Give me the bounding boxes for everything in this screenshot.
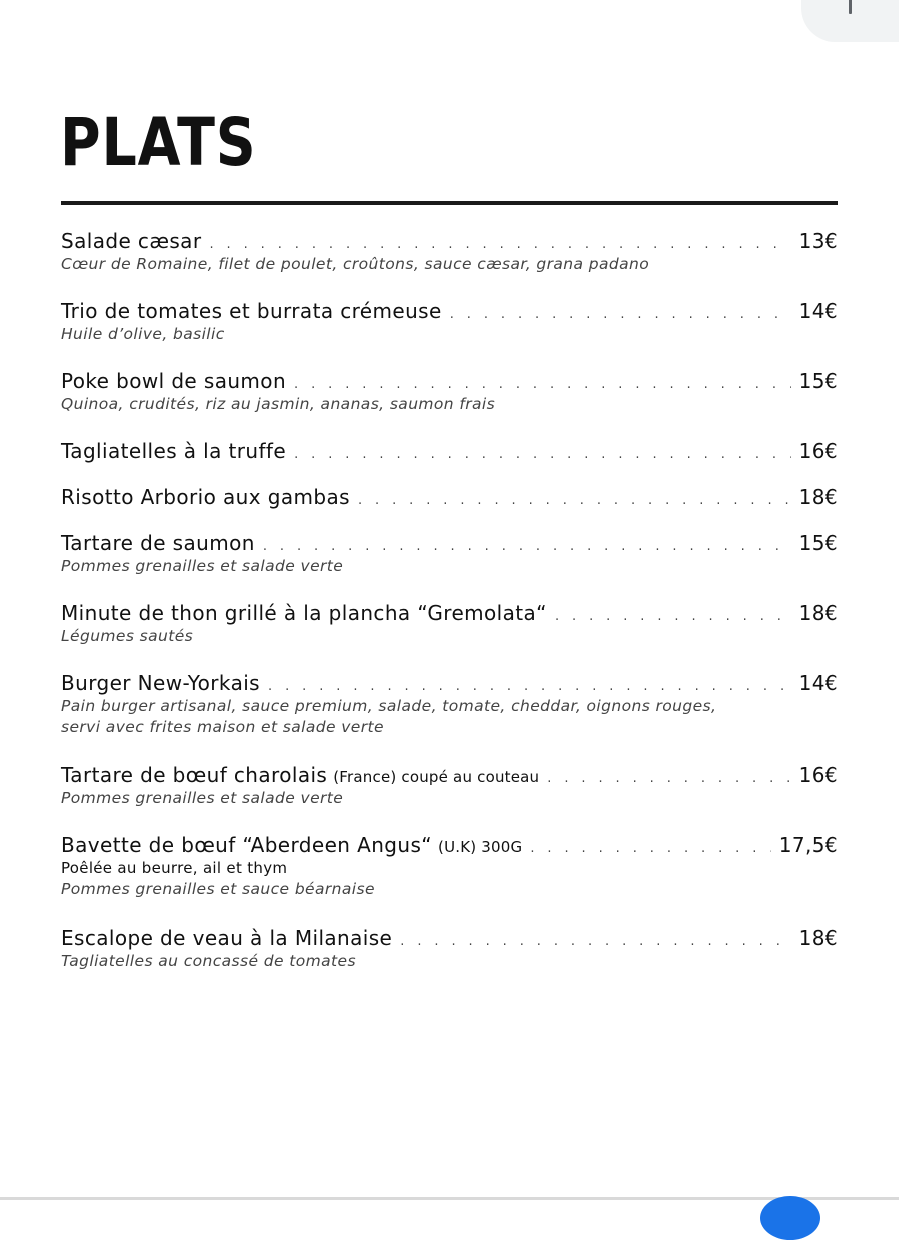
dish-origin: (U.K) 300G xyxy=(438,838,523,856)
menu-item xyxy=(61,600,838,647)
menu-item xyxy=(61,368,838,415)
dot-leader xyxy=(358,488,791,514)
dish-price: 14€ xyxy=(798,299,838,323)
dish-description: Pain burger artisanal, sauce premium, salade, tomate, cheddar, oignons rouges, xyxy=(61,697,717,715)
menu-item-line xyxy=(61,925,838,951)
dish-description: Quinoa, crudités, riz au jasmin, ananas, saumon frais xyxy=(61,395,496,413)
menu-item-line xyxy=(61,368,838,394)
menu-item-line xyxy=(61,762,838,788)
dot-leader xyxy=(547,766,790,792)
dish-price: 18€ xyxy=(798,926,838,950)
dish-price: 15€ xyxy=(798,531,838,555)
title-divider xyxy=(61,201,838,205)
dish-name: Minute de thon grillé à la plancha “Gremolata“ xyxy=(61,601,547,625)
menu-item xyxy=(61,530,838,577)
dish-name: Poke bowl de saumon xyxy=(61,369,287,393)
dish-description: Huile d’olive, basilic xyxy=(61,325,225,343)
menu-item-line xyxy=(61,600,838,626)
menu-item-line xyxy=(61,832,838,858)
dish-description: Tagliatelles au concassé de tomates xyxy=(61,952,356,970)
dish-name: Bavette de bœuf “Aberdeen Angus“ xyxy=(61,833,433,857)
dish-price: 17,5€ xyxy=(778,833,838,857)
dish-price: 15€ xyxy=(798,369,838,393)
dish-price: 16€ xyxy=(798,439,838,463)
menu-item-line xyxy=(61,670,838,696)
menu-item-line xyxy=(61,484,838,510)
menu-item-line xyxy=(61,298,838,324)
dish-description: Pommes grenailles et sauce béarnaise xyxy=(61,880,375,898)
dish-description: Légumes sautés xyxy=(61,627,194,645)
menu-item xyxy=(61,925,838,972)
dish-name: Trio de tomates et burrata crémeuse xyxy=(61,299,442,323)
menu-item xyxy=(61,762,838,809)
dish-price: 16€ xyxy=(798,763,838,787)
page-title: PLATS xyxy=(60,104,257,181)
dish-description: Pommes grenailles et salade verte xyxy=(61,557,344,575)
dish-price: 14€ xyxy=(798,671,838,695)
menu-item xyxy=(61,228,838,275)
dot-leader xyxy=(555,604,791,630)
menu-item xyxy=(61,298,838,345)
dish-name: Tagliatelles à la truffe xyxy=(61,439,287,463)
dish-price: 18€ xyxy=(798,601,838,625)
dish-subtitle: Poêlée au beurre, ail et thym xyxy=(61,859,288,877)
corner-tab[interactable] xyxy=(801,0,899,42)
dot-leader xyxy=(400,929,790,955)
dish-description: servi avec frites maison et salade verte xyxy=(61,718,384,736)
dish-name: Risotto Arborio aux gambas xyxy=(61,485,350,509)
dish-name: Escalope de veau à la Milanaise xyxy=(61,926,393,950)
menu-item xyxy=(61,832,838,900)
cursor-icon xyxy=(849,0,852,14)
dot-leader xyxy=(450,302,791,328)
dish-origin: (France) coupé au couteau xyxy=(333,768,540,786)
menu-item-line xyxy=(61,530,838,556)
dish-description: Cœur de Romaine, filet de poulet, croûtons, sauce cæsar, grana padano xyxy=(61,255,650,273)
dish-price: 18€ xyxy=(798,485,838,509)
dish-name: Tartare de bœuf charolais xyxy=(61,763,328,787)
menu-item xyxy=(61,484,838,510)
menu-item xyxy=(61,670,838,738)
menu-item xyxy=(61,438,838,464)
dish-price: 13€ xyxy=(798,229,838,253)
scroll-indicator xyxy=(760,1196,820,1240)
dot-leader xyxy=(530,836,770,862)
menu-item-line xyxy=(61,438,838,464)
dish-name: Burger New-Yorkais xyxy=(61,671,260,695)
dish-name: Tartare de saumon xyxy=(61,531,255,555)
dot-leader xyxy=(294,442,791,468)
dish-name: Salade cæsar xyxy=(61,229,202,253)
menu-item-line xyxy=(61,228,838,254)
dish-description: Pommes grenailles et salade verte xyxy=(61,789,344,807)
